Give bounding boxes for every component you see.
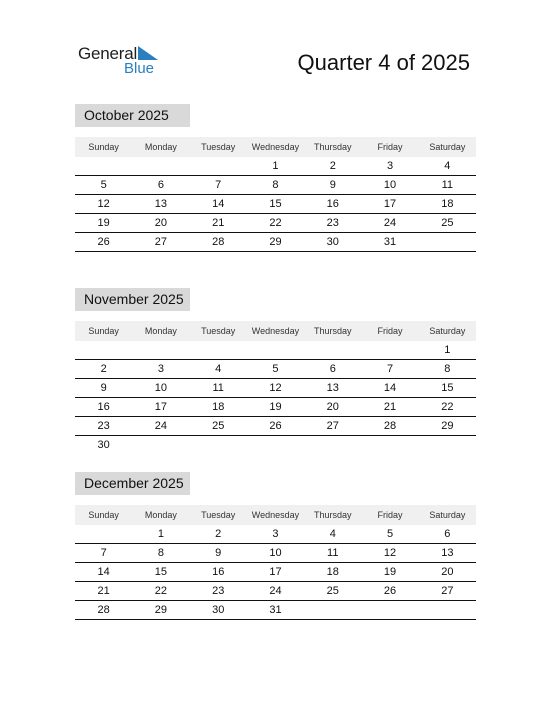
day-cell: 19: [383, 566, 397, 578]
day-cell: 30: [97, 439, 110, 451]
day-cell: 10: [269, 547, 282, 559]
day-cell: 4: [444, 160, 451, 172]
day-cell: [190, 157, 247, 175]
day-cell: 20: [441, 566, 454, 578]
week-row: [75, 563, 476, 582]
weekday-header: Saturday: [429, 326, 466, 336]
week-row: [75, 601, 476, 620]
day-cell: 8: [444, 363, 451, 375]
day-cell: 21: [97, 585, 110, 597]
day-cell: [304, 436, 361, 454]
logo-word-blue: Blue: [124, 60, 155, 77]
day-cell: 13: [441, 547, 454, 559]
day-cell: 22: [269, 217, 282, 229]
day-cell: 1: [157, 528, 164, 540]
day-cell: 18: [326, 566, 339, 578]
day-cell: 2: [215, 528, 222, 540]
weekday-header: Wednesday: [251, 142, 300, 152]
day-cell: 29: [269, 236, 282, 248]
week-row: [75, 417, 476, 436]
day-cell: 24: [269, 585, 282, 597]
week-row: [75, 214, 476, 233]
day-cell: 7: [100, 547, 107, 559]
day-cell: 16: [326, 198, 339, 210]
weekday-header: Thursday: [314, 510, 352, 520]
day-cell: 11: [212, 382, 224, 394]
month-label: December 2025: [75, 472, 190, 495]
day-cell: 13: [154, 198, 168, 210]
week-row: [75, 341, 476, 360]
weekday-header: Tuesday: [201, 326, 236, 336]
day-cell: 10: [383, 179, 397, 191]
day-cell: 1: [272, 160, 279, 172]
weekday-header: Monday: [144, 510, 177, 520]
month-label: October 2025: [75, 104, 190, 127]
day-cell: 26: [269, 420, 282, 432]
day-cell: 11: [327, 547, 339, 559]
day-cell: 4: [215, 363, 222, 375]
day-cell: 5: [386, 528, 394, 540]
day-cell: 20: [326, 401, 339, 413]
day-cell: 18: [212, 401, 225, 413]
day-cell: [304, 601, 361, 619]
weekday-header: Tuesday: [201, 142, 236, 152]
month-november: [75, 288, 476, 454]
weekday-header: Friday: [377, 510, 403, 520]
weekday-header-row: [75, 505, 476, 525]
week-row: [75, 436, 476, 454]
day-cell: [304, 341, 361, 359]
day-cell: 18: [441, 198, 454, 210]
day-cell: [75, 157, 132, 175]
day-cell: 1: [444, 344, 451, 356]
week-row: [75, 582, 476, 601]
day-cell: [247, 341, 304, 359]
day-cell: 20: [154, 217, 168, 229]
day-cell: 6: [157, 179, 164, 191]
calendar-grid: [75, 505, 476, 620]
weekday-header: Monday: [144, 142, 177, 152]
day-cell: 2: [329, 160, 336, 172]
day-cell: 17: [269, 566, 282, 578]
day-cell: 12: [269, 382, 282, 394]
day-cell: 17: [154, 401, 168, 413]
day-cell: 12: [383, 547, 397, 559]
day-cell: 13: [326, 382, 339, 394]
week-row: [75, 379, 476, 398]
day-cell: 17: [383, 198, 397, 210]
day-cell: [75, 525, 132, 543]
week-row: [75, 233, 476, 252]
day-cell: 11: [441, 179, 454, 191]
day-cell: 16: [97, 401, 110, 413]
day-cell: 25: [212, 420, 225, 432]
day-cell: 19: [269, 401, 282, 413]
logo-word-general: General: [78, 44, 138, 63]
month-october: [75, 104, 476, 252]
day-cell: [361, 601, 418, 619]
day-cell: [190, 341, 247, 359]
weekday-header: Friday: [377, 142, 403, 152]
day-cell: [361, 341, 418, 359]
logo: [78, 44, 168, 78]
weekday-header: Sunday: [88, 326, 119, 336]
day-cell: [419, 601, 476, 619]
day-cell: [75, 341, 132, 359]
day-cell: 30: [212, 604, 225, 616]
day-cell: 12: [97, 198, 110, 210]
day-cell: 6: [444, 528, 451, 540]
day-cell: 2: [100, 363, 107, 375]
day-cell: 7: [215, 179, 222, 191]
day-cell: 3: [272, 528, 279, 540]
day-cell: 28: [212, 236, 225, 248]
day-cell: 29: [441, 420, 454, 432]
day-cell: 7: [386, 363, 394, 375]
day-cell: 22: [154, 585, 168, 597]
day-cell: 19: [97, 217, 110, 229]
weekday-header: Sunday: [88, 510, 119, 520]
week-row: [75, 195, 476, 214]
day-cell: [361, 436, 418, 454]
day-cell: 23: [212, 585, 225, 597]
day-cell: 14: [97, 566, 110, 578]
day-cell: 21: [383, 401, 397, 413]
day-cell: 5: [272, 363, 279, 375]
day-cell: 10: [154, 382, 168, 394]
day-cell: 31: [269, 604, 282, 616]
week-row: [75, 544, 476, 563]
day-cell: 5: [100, 179, 107, 191]
weekday-header: Wednesday: [251, 326, 300, 336]
logo-triangle-icon: [138, 46, 158, 60]
day-cell: 3: [386, 160, 394, 172]
day-cell: 8: [272, 179, 279, 191]
day-cell: 23: [97, 420, 110, 432]
day-cell: 14: [212, 198, 225, 210]
day-cell: 3: [157, 363, 164, 375]
day-cell: 27: [441, 585, 454, 597]
day-cell: 15: [154, 566, 168, 578]
day-cell: [132, 436, 189, 454]
weekday-header: Tuesday: [201, 510, 236, 520]
day-cell: 22: [441, 401, 454, 413]
day-cell: 9: [100, 382, 107, 394]
week-row: [75, 525, 476, 544]
day-cell: 8: [157, 547, 164, 559]
day-cell: 24: [383, 217, 397, 229]
day-cell: 26: [97, 236, 110, 248]
day-cell: [419, 233, 476, 251]
weekday-header-row: [75, 137, 476, 157]
weekday-header: Thursday: [314, 142, 352, 152]
day-cell: 31: [383, 236, 397, 248]
day-cell: 25: [441, 217, 454, 229]
weekday-header: Wednesday: [251, 510, 300, 520]
day-cell: [247, 436, 304, 454]
weekday-header: Sunday: [88, 142, 119, 152]
day-cell: 14: [383, 382, 397, 394]
day-cell: 25: [326, 585, 339, 597]
day-cell: 30: [326, 236, 339, 248]
day-cell: 24: [154, 420, 168, 432]
day-cell: 23: [326, 217, 339, 229]
weekday-header: Thursday: [314, 326, 352, 336]
day-cell: [419, 436, 476, 454]
week-row: [75, 157, 476, 176]
calendar-grid: [75, 321, 476, 454]
day-cell: [132, 157, 189, 175]
day-cell: 28: [97, 604, 110, 616]
day-cell: 16: [212, 566, 225, 578]
weekday-header: Friday: [377, 326, 403, 336]
week-row: [75, 360, 476, 379]
day-cell: 29: [154, 604, 168, 616]
weekday-header: Monday: [144, 326, 177, 336]
calendar-grid: [75, 137, 476, 252]
day-cell: [132, 341, 189, 359]
week-row: [75, 176, 476, 195]
page-title: Quarter 4 of 2025: [297, 50, 470, 75]
day-cell: 21: [212, 217, 225, 229]
day-cell: 9: [215, 547, 222, 559]
day-cell: 27: [154, 236, 168, 248]
day-cell: 4: [329, 528, 336, 540]
day-cell: 28: [383, 420, 397, 432]
day-cell: 9: [329, 179, 336, 191]
weekday-header: Saturday: [429, 142, 466, 152]
day-cell: 27: [326, 420, 339, 432]
day-cell: 26: [383, 585, 397, 597]
day-cell: 15: [269, 198, 282, 210]
day-cell: [190, 436, 247, 454]
day-cell: 15: [441, 382, 454, 394]
week-row: [75, 398, 476, 417]
day-cell: 6: [329, 363, 336, 375]
month-december: [75, 472, 476, 620]
weekday-header-row: [75, 321, 476, 341]
weekday-header: Saturday: [429, 510, 466, 520]
month-label: November 2025: [75, 288, 190, 311]
